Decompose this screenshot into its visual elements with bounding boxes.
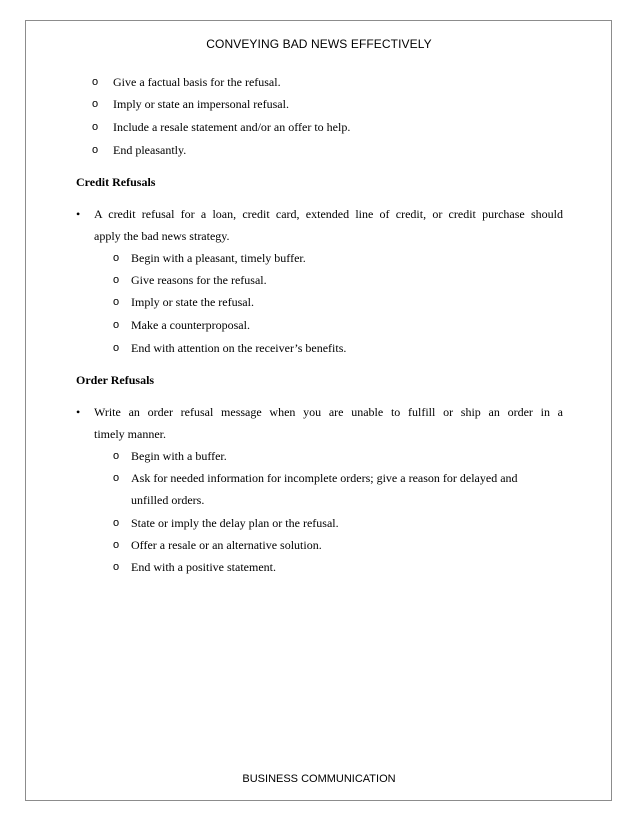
intro-item: Include a resale statement and/or an offer to help. [113, 120, 351, 134]
section-heading-credit: Credit Refusals [76, 175, 156, 189]
order-item: Ask for needed information for incomplete orders; give a reason for delayed and [131, 471, 518, 485]
section-heading-order: Order Refusals [76, 373, 155, 387]
sub-bullet-marker: o [92, 98, 99, 110]
credit-item: Imply or state the refusal. [131, 295, 254, 309]
sub-bullet-marker: o [113, 296, 120, 308]
sub-bullet-marker: o [113, 450, 120, 462]
credit-item: Give reasons for the refusal. [131, 273, 267, 287]
credit-item: Make a counterproposal. [131, 318, 250, 332]
sub-bullet-marker: o [113, 252, 120, 264]
intro-item: Give a factual basis for the refusal. [113, 75, 281, 89]
bullet-marker: • [76, 405, 81, 419]
order-item-continuation: unfilled orders. [131, 493, 205, 507]
order-item: End with a positive statement. [131, 560, 276, 574]
page-header: CONVEYING BAD NEWS EFFECTIVELY [206, 37, 432, 51]
sub-bullet-marker: o [113, 539, 120, 551]
sub-bullet-marker: o [92, 76, 99, 88]
sub-bullet-marker: o [113, 561, 120, 573]
order-bullet-line: Write an order refusal message when you are unable to fulfill or ship an order in a [94, 405, 563, 419]
order-item: Offer a resale or an alternative solution. [131, 538, 322, 552]
order-item: Begin with a buffer. [131, 449, 227, 463]
sub-bullet-marker: o [113, 274, 120, 286]
sub-bullet-marker: o [113, 342, 120, 354]
intro-item: Imply or state an impersonal refusal. [113, 97, 289, 111]
sub-bullet-marker: o [92, 121, 99, 133]
order-item: State or imply the delay plan or the refusal. [131, 516, 339, 530]
credit-bullet-line: apply the bad news strategy. [94, 229, 230, 243]
order-bullet-line: timely manner. [94, 427, 166, 441]
credit-bullet-line: A credit refusal for a loan, credit card, extended line of credit, or credit purchase should [94, 207, 563, 221]
credit-item: End with attention on the receiver’s benefits. [131, 341, 347, 355]
bullet-marker: • [76, 207, 81, 221]
intro-item: End pleasantly. [113, 143, 187, 157]
sub-bullet-marker: o [113, 319, 120, 331]
credit-item: Begin with a pleasant, timely buffer. [131, 251, 306, 265]
sub-bullet-marker: o [113, 472, 120, 484]
sub-bullet-marker: o [113, 517, 120, 529]
page-footer: BUSINESS COMMUNICATION [242, 773, 396, 785]
sub-bullet-marker: o [92, 144, 99, 156]
